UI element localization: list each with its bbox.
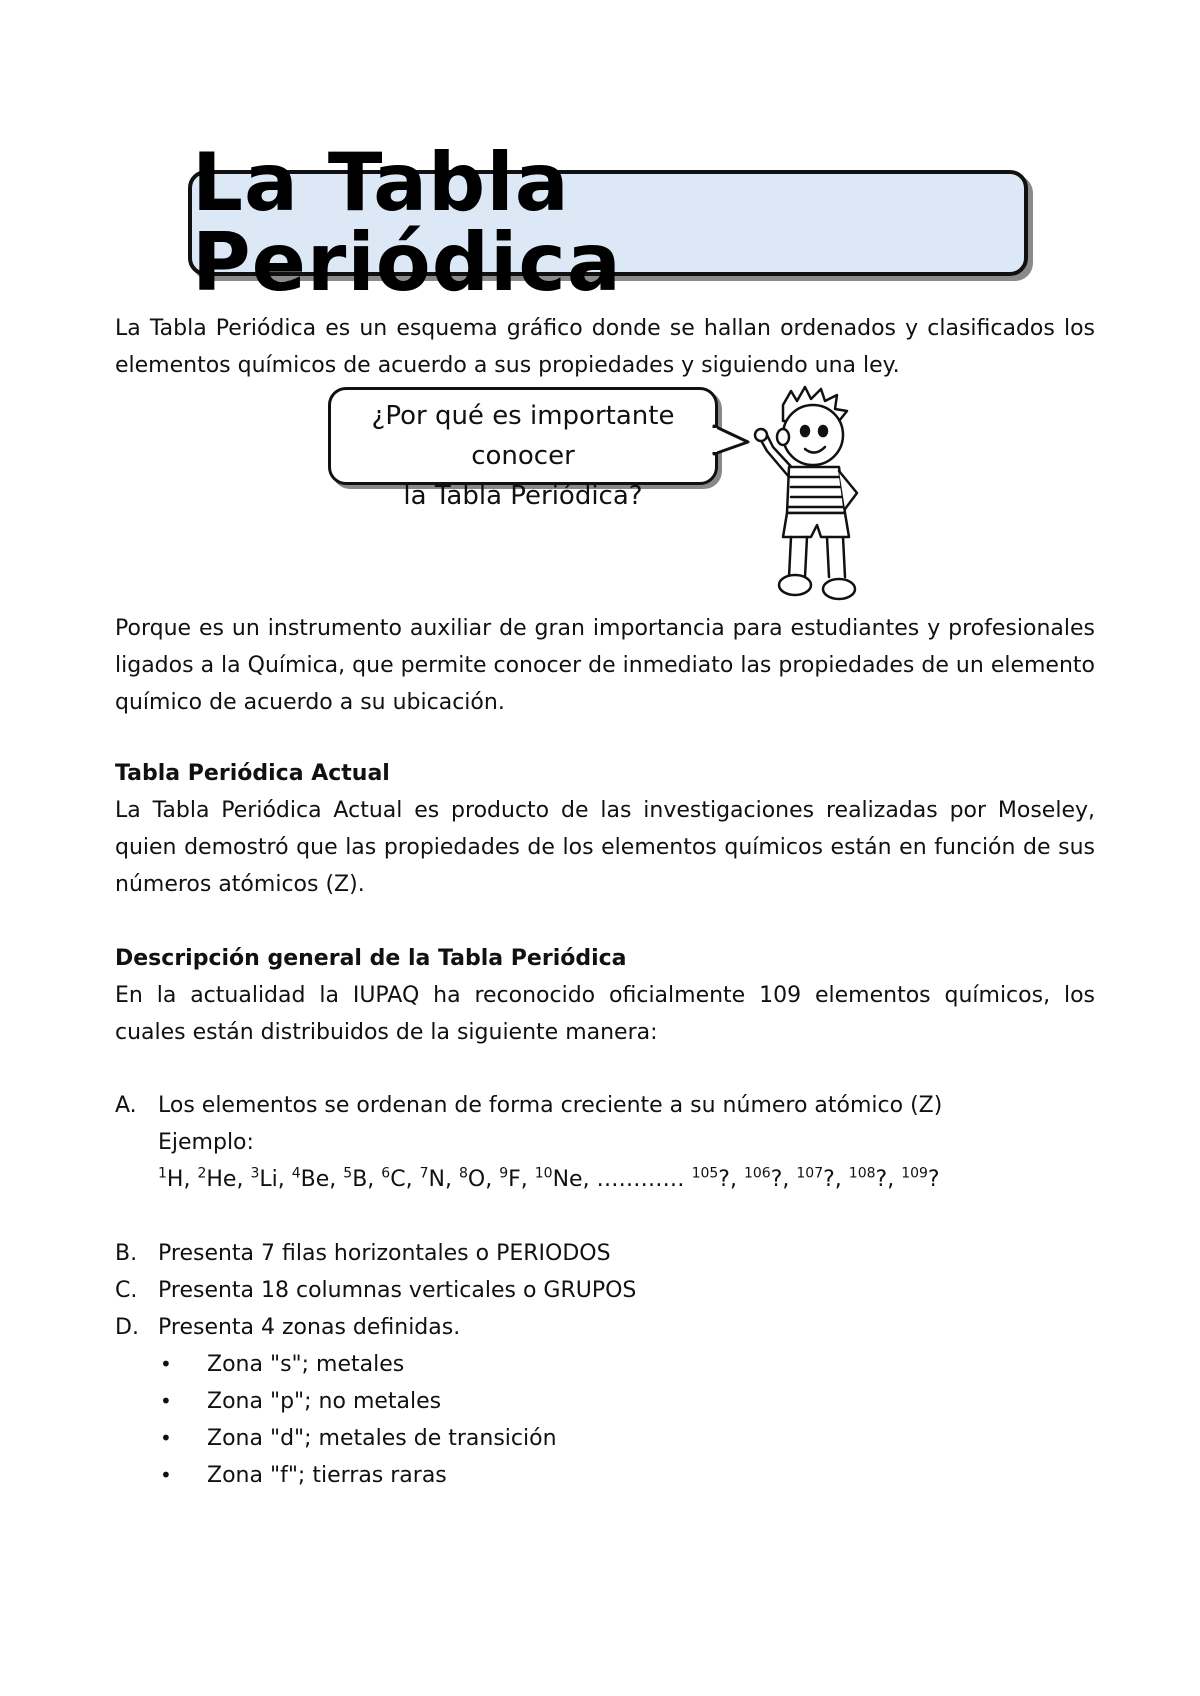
title-banner bbox=[188, 136, 1028, 309]
bullet-icon: • bbox=[160, 1389, 172, 1413]
atomic-number: 107 bbox=[796, 1165, 824, 1182]
atomic-number: 106 bbox=[743, 1165, 771, 1182]
element-symbol: Ne, ………… bbox=[552, 1167, 692, 1192]
answer-paragraph: Porque es un instrumento auxiliar de gran importancia para estudiantes y profesionales ligados a la Química, que permite conocer de inmediato las propiedades de un elemento químico de acuerdo a su ubicación. bbox=[115, 616, 1095, 715]
atomic-number: 8 bbox=[458, 1165, 468, 1182]
page-title: La Tabla Periódica bbox=[192, 136, 622, 309]
atomic-number: 6 bbox=[381, 1165, 391, 1182]
element-symbol: ?, bbox=[770, 1167, 797, 1192]
list-marker: D. bbox=[115, 1315, 139, 1340]
element-symbol: ?, bbox=[875, 1167, 902, 1192]
element-example-sequence bbox=[158, 1161, 940, 1198]
atomic-number: 5 bbox=[343, 1165, 353, 1182]
element-symbol: He, bbox=[206, 1167, 251, 1192]
section-body-descripcion: En la actualidad la IUPAQ ha reconocido oficialmente 109 elementos químicos, los cuales están distribuidos de la siguiente manera: bbox=[115, 983, 1095, 1045]
list-item-text: Presenta 4 zonas definidas. bbox=[158, 1315, 461, 1340]
atomic-number: 105 bbox=[691, 1165, 719, 1182]
element-symbol: ? bbox=[927, 1167, 940, 1192]
element-symbol: ?, bbox=[823, 1167, 849, 1192]
element-symbol: Be, bbox=[300, 1167, 344, 1192]
zone-text: Zona "s"; metales bbox=[207, 1352, 405, 1377]
boy-illustration bbox=[745, 385, 885, 603]
section-body-actual: La Tabla Periódica Actual es producto de las investigaciones realizadas por Moseley, quien demostró que las propiedades de los elementos químicos están en función de sus números atómicos (Z). bbox=[115, 798, 1095, 897]
atomic-number: 7 bbox=[419, 1165, 429, 1182]
atomic-number: 3 bbox=[250, 1165, 260, 1182]
element-symbol: ?, bbox=[718, 1167, 744, 1192]
section-heading-descripcion: Descripción general de la Tabla Periódica bbox=[115, 946, 627, 971]
bullet-icon: • bbox=[160, 1426, 172, 1450]
element-symbol: Li, bbox=[259, 1167, 292, 1192]
atomic-number: 10 bbox=[534, 1165, 553, 1182]
bubble-line-1: ¿Por qué es importante conocer bbox=[371, 401, 675, 471]
example-label: Ejemplo: bbox=[158, 1130, 254, 1155]
element-symbol: B, bbox=[352, 1167, 382, 1192]
speech-bubble bbox=[328, 387, 718, 511]
atomic-number: 109 bbox=[901, 1165, 928, 1182]
atomic-number: 108 bbox=[848, 1165, 876, 1182]
element-symbol: O, bbox=[467, 1167, 500, 1192]
element-symbol: C, bbox=[390, 1167, 420, 1192]
zone-text: Zona "f"; tierras raras bbox=[207, 1463, 447, 1488]
atomic-number: 4 bbox=[291, 1165, 301, 1182]
element-symbol: F, bbox=[508, 1167, 535, 1192]
bullet-icon: • bbox=[160, 1352, 172, 1376]
atomic-number: 9 bbox=[499, 1165, 509, 1182]
atomic-number: 1 bbox=[158, 1165, 167, 1182]
zone-text: Zona "p"; no metales bbox=[207, 1389, 442, 1414]
atomic-number: 2 bbox=[197, 1165, 207, 1182]
bubble-line-2: la Tabla Periódica? bbox=[403, 481, 643, 511]
intro-paragraph: La Tabla Periódica es un esquema gráfico donde se hallan ordenados y clasificados los elementos químicos de acuerdo a sus propiedades y siguiendo una ley. bbox=[115, 316, 1095, 378]
list-marker: A. bbox=[115, 1093, 137, 1118]
element-symbol: N, bbox=[428, 1167, 459, 1192]
list-item-text: Los elementos se ordenan de forma creciente a su número atómico (Z) bbox=[158, 1093, 943, 1118]
zone-text: Zona "d"; metales de transición bbox=[207, 1426, 557, 1451]
list-item-text: Presenta 7 filas horizontales o PERIODOS bbox=[158, 1241, 611, 1266]
bullet-icon: • bbox=[160, 1463, 172, 1487]
element-symbol: H, bbox=[166, 1167, 198, 1192]
list-marker: C. bbox=[115, 1278, 138, 1303]
section-heading-actual: Tabla Periódica Actual bbox=[115, 761, 390, 786]
list-item-text: Presenta 18 columnas verticales o GRUPOS bbox=[158, 1278, 637, 1303]
list-marker: B. bbox=[115, 1241, 138, 1266]
